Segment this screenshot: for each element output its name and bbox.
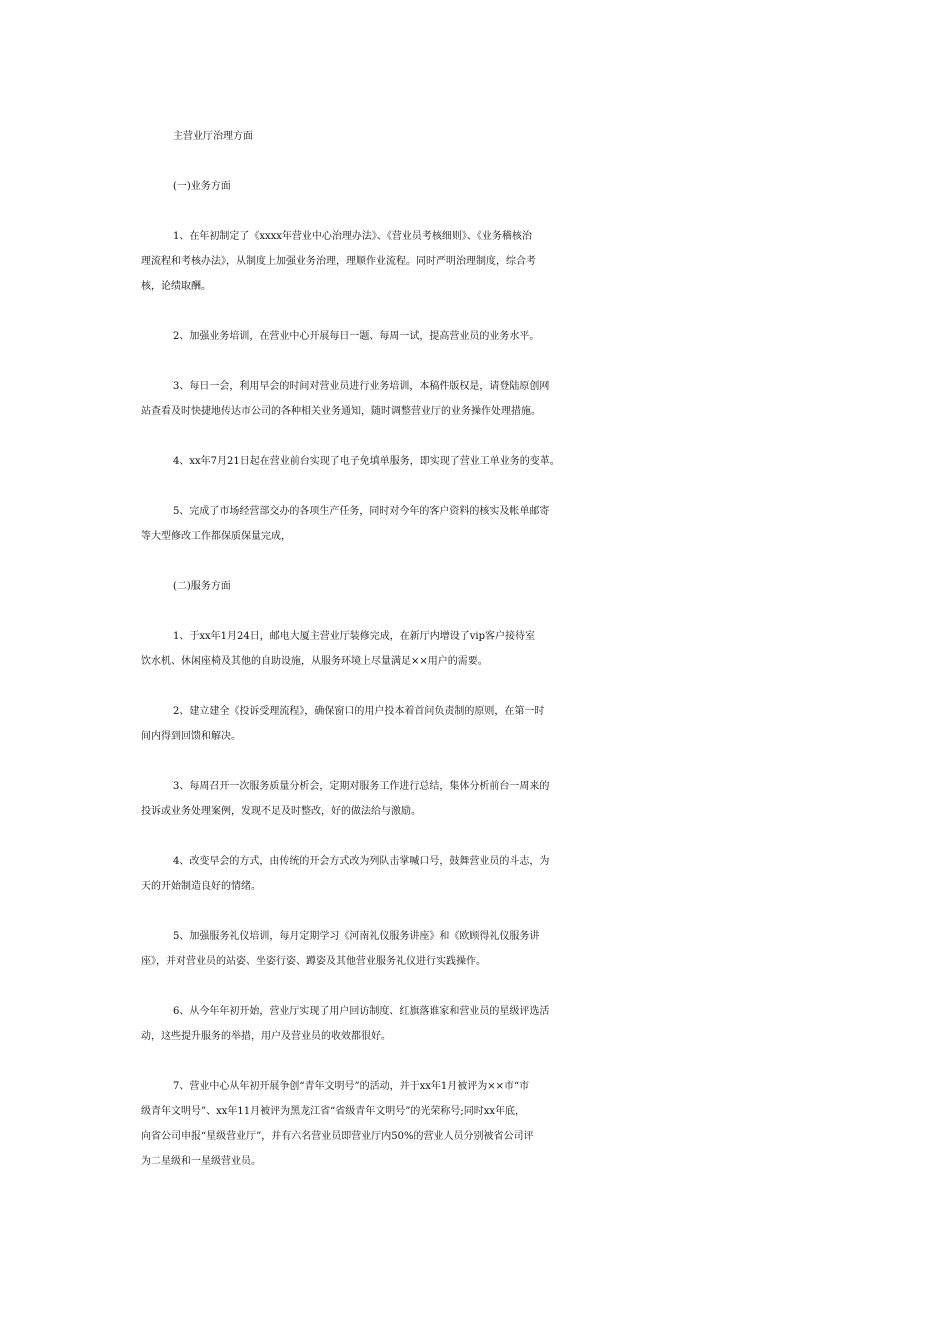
s2-item-7-line-3: 向省公司申报“星级营业厅”，并有六名营业员即营业厅内50%的营业人员分别被省公司评 (141, 1131, 534, 1142)
section-2-title: (二)服务方面 (173, 581, 231, 592)
s2-item-4-line-2: 天的开始制造良好的情绪。 (141, 881, 261, 892)
s2-item-1-line-2: 饮水机、休闲座椅及其他的自助设施，从服务环境上尽量满足××用户的需要。 (141, 656, 488, 667)
s1-item-3-line-2: 站查看及时快捷地传达市公司的各种相关业务通知，随时调整营业厅的业务操作处理措施。 (141, 406, 541, 417)
s2-item-2-line-1: 2、建立建全《投诉受理流程》，确保窗口的用户投本着首问负责制的原则，在第一时 (173, 706, 545, 717)
s2-item-4-line-1: 4、改变早会的方式，由传统的开会方式改为列队击掌喊口号，鼓舞营业员的斗志，为 (173, 856, 550, 867)
s2-item-7-line-2: 级青年文明号”、xx年11月被评为黑龙江省“省级青年文明号”的光荣称号;同时xx年底， (141, 1106, 525, 1117)
s2-item-7-line-1: 7、营业中心从年初开展争创“青年文明号”的活动，并于xx年1月被评为××市“市 (173, 1081, 530, 1092)
s1-item-3-line-1: 3、每日一会，利用早会的时间对营业员进行业务培训，本稿件版权是，请登陆原创网 (173, 381, 550, 392)
s1-item-1-line-1: 1、在年初制定了《xxxx年营业中心治理办法》、《营业员考核细则》、《业务稽核治 (173, 231, 532, 242)
s2-item-6-line-2: 动，这些提升服务的举措，用户及营业员的收效都很好。 (141, 1031, 391, 1042)
s1-item-2-line-1: 2、加强业务培训，在营业中心开展每日一题、每周一试，提高营业员的业务水平。 (173, 331, 540, 342)
document-heading: 主营业厅治理方面 (173, 131, 253, 142)
s1-item-5-line-1: 5、完成了市场经营部交办的各项生产任务，同时对今年的客户资料的核实及帐单邮寄 (173, 506, 550, 517)
s2-item-5-line-2: 座》，并对营业员的站姿、坐姿行姿、蹲姿及其他营业服务礼仪进行实践操作。 (141, 956, 486, 967)
s2-item-5-line-1: 5、加强服务礼仪培训，每月定期学习《河南礼仪服务讲座》和《欧顾得礼仪服务讲 (173, 931, 540, 942)
s2-item-2-line-2: 间内得到回馈和解决。 (141, 731, 241, 742)
s2-item-6-line-1: 6、从今年年初开始，营业厅实现了用户回访制度、红旗落谁家和营业员的星级评选活 (173, 1006, 550, 1017)
s1-item-5-line-2: 等大型修改工作都保质保量完成， (141, 531, 291, 542)
s2-item-3-line-2: 投诉或业务处理案例，发现不足及时整改，好的做法给与激励。 (141, 806, 421, 817)
s1-item-4-line-1: 4、xx年7月21日起在营业前台实现了电子免填单服务，即实现了营业工单业务的变革。 (173, 456, 560, 467)
s1-item-1-line-3: 核，论绩取酬。 (141, 281, 211, 292)
s2-item-1-line-1: 1、于xx年1月24日，邮电大厦主营业厅装修完成，在新厅内增设了vip客户接待室 (173, 631, 535, 642)
s1-item-1-line-2: 理流程和考核办法》，从制度上加强业务治理，理顺作业流程。同时严明治理制度，综合考 (141, 256, 536, 267)
section-1-title: (一)业务方面 (173, 181, 231, 192)
s2-item-3-line-1: 3、每周召开一次服务质量分析会，定期对服务工作进行总结，集体分析前台一周来的 (173, 781, 550, 792)
s2-item-7-line-4: 为二星级和一星级营业员。 (141, 1156, 261, 1167)
